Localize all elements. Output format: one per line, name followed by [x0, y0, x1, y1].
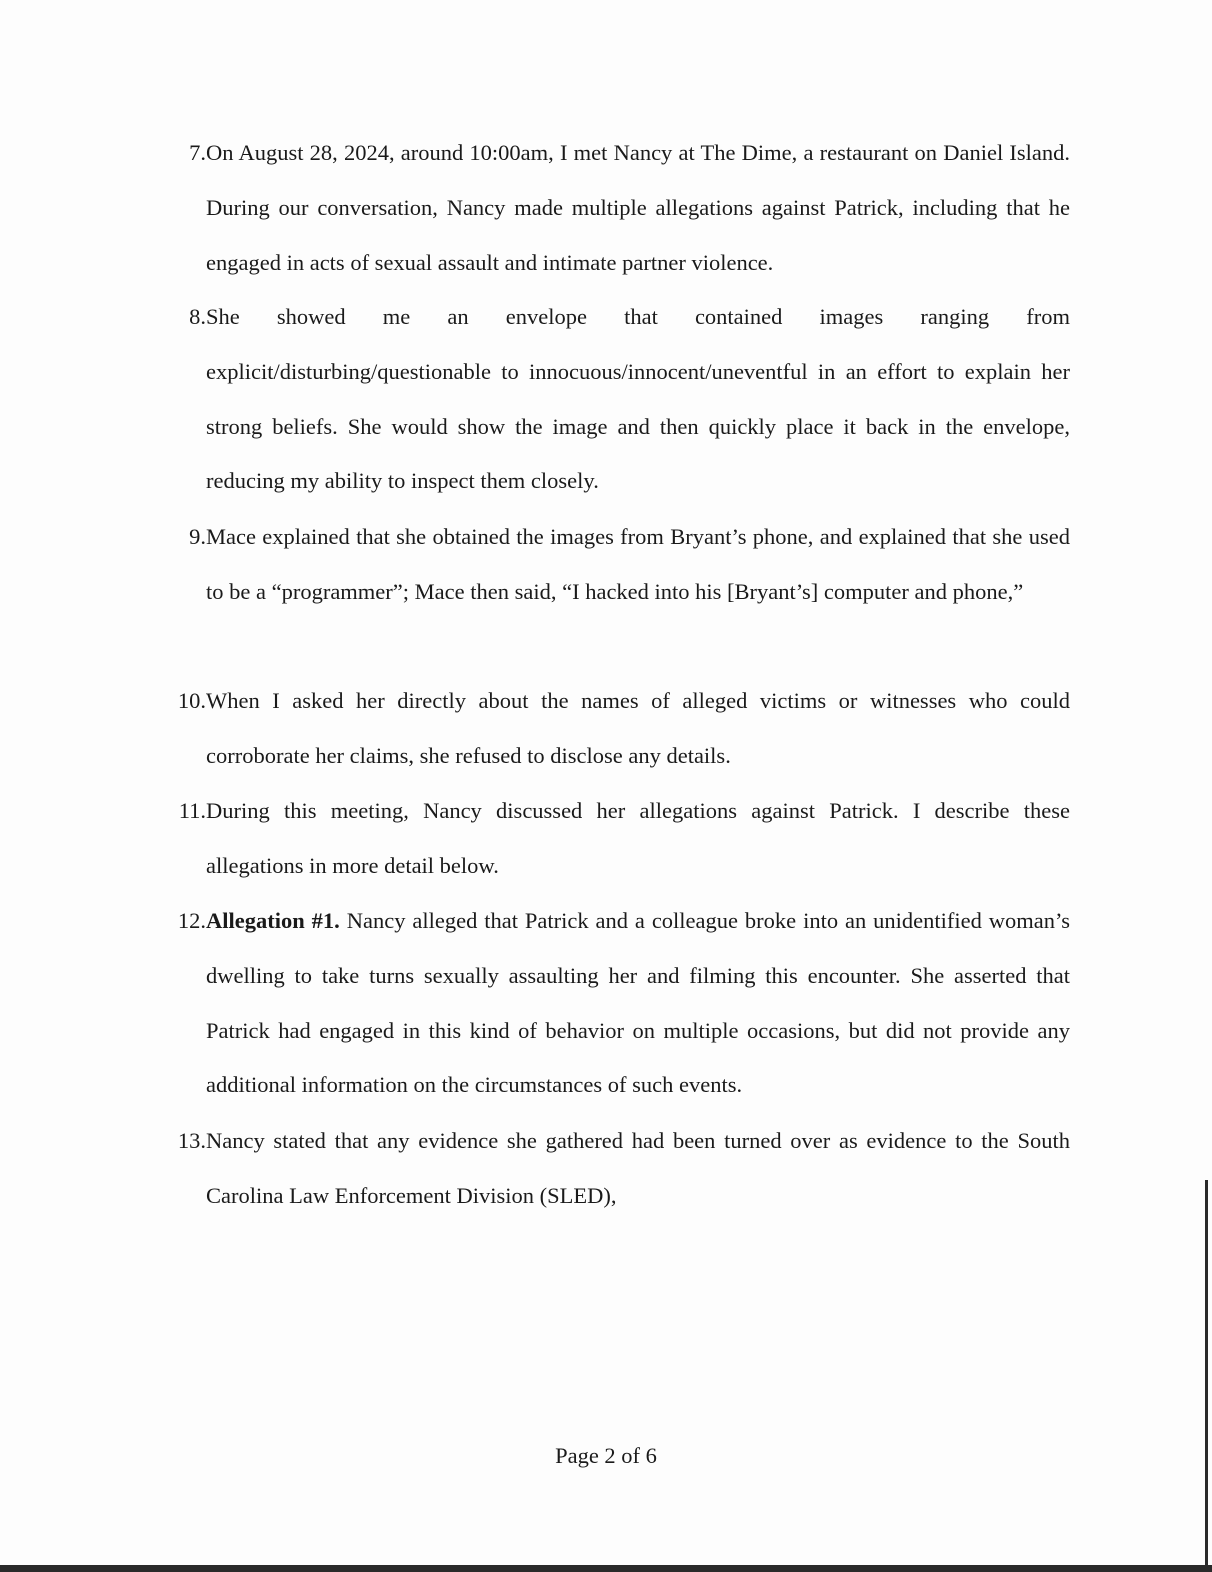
paragraph-text [206, 894, 1070, 1113]
paragraph-text: Mace explained that she obtained the images from Bryant’s phone, and explained that she used to be a “programmer”; Mace then said, “I hacked into his [Bryant’s] computer and phone,” [206, 524, 1070, 604]
paragraph-10 [170, 674, 1070, 784]
paragraph-text: On August 28, 2024, around 10:00am, I met Nancy at The Dime, a restaurant on Daniel Island. During our conversation, Nancy made multiple allegations against Patrick, including that he engaged in acts of sexual assault and intimate partner violence. [206, 140, 1070, 275]
paragraph-number: 9. [189, 524, 206, 549]
paragraph-number: 8. [189, 304, 206, 329]
scan-edge-right [1205, 1180, 1208, 1572]
paragraph-8 [170, 290, 1070, 509]
paragraph-number: 13. [177, 1128, 206, 1153]
allegation-heading: Allegation #1. [206, 908, 340, 933]
paragraph-number: 7. [189, 140, 206, 165]
paragraph-9 [170, 510, 1070, 620]
page-number-footer: Page 2 of 6 [555, 1443, 657, 1468]
paragraph-text: When I asked her directly about the names of alleged victims or witnesses who could corroborate her claims, she refused to disclose any details. [206, 688, 1070, 768]
paragraph-number: 12. [177, 908, 206, 933]
paragraph-13 [170, 1114, 1070, 1224]
paragraph-number: 10. [177, 688, 206, 713]
paragraph-11 [170, 784, 1070, 894]
allegation-text: Nancy alleged that Patrick and a colleague broke into an unidentified woman’s dwelling to take turns sexually assaulting her and filming this encounter. She asserted that Patrick had engaged in this kind of behavior on multiple occasions, but did not provide any additional information on the circumstances of such events. [206, 908, 1071, 1098]
paragraph-number: 11. [178, 798, 206, 823]
paragraph-12 [170, 894, 1070, 1113]
paragraph-7 [170, 126, 1070, 290]
paragraph-text: Nancy stated that any evidence she gathered had been turned over as evidence to the South Carolina Law Enforcement Division (SLED), [206, 1128, 1070, 1208]
paragraph-text: During this meeting, Nancy discussed her allegations against Patrick. I describe these allegations in more detail below. [206, 798, 1070, 878]
scan-edge-bottom [0, 1565, 1212, 1572]
paragraph-text: She showed me an envelope that contained images ranging from explicit/disturbing/questionable to innocuous/innocent/uneventful in an effort to explain her strong beliefs. She would show the image and then quickly place it back in the envelope, reducing my ability to inspect them closely. [206, 304, 1070, 494]
